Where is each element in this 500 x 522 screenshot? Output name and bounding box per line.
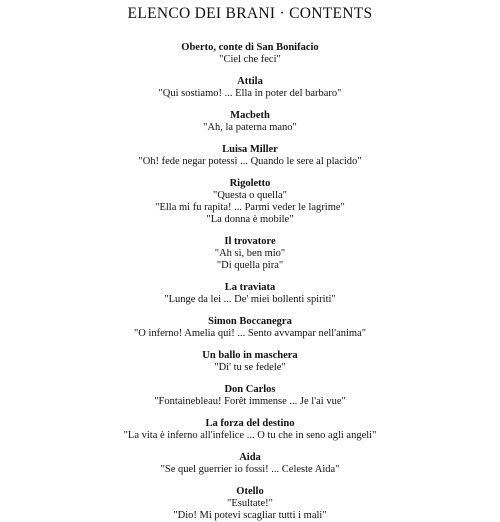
- opera-title: Macbeth: [230, 110, 270, 121]
- opera-title: Un ballo in maschera: [202, 350, 298, 361]
- opera-title: Simon Boccanegra: [208, 316, 292, 327]
- opera-title: Il trovatore: [224, 236, 276, 247]
- opera-title: Otello: [236, 486, 264, 497]
- aria-title: "Oh! fede negar potessi ... Quando le sere al placido": [138, 156, 362, 167]
- contents-entry: [0, 418, 500, 442]
- aria-title: "Lunge da lei ... De' miei bollenti spiriti": [164, 294, 336, 305]
- aria-title: "Di quella pira": [216, 260, 284, 271]
- aria-title: "O inferno! Amelia qui! ... Sento avvampar nell'anima": [133, 328, 367, 339]
- aria-title: "Dio! Mi potevi scagliar tutti i mali": [173, 510, 327, 521]
- contents-entry: [0, 486, 500, 522]
- contents-list: [0, 42, 500, 522]
- contents-entry: [0, 282, 500, 306]
- contents-entry: [0, 178, 500, 226]
- opera-title: Oberto, conte di San Bonifacio: [181, 42, 319, 53]
- contents-entry: [0, 350, 500, 374]
- opera-title: Luisa Miller: [222, 144, 278, 155]
- contents-entry: [0, 42, 500, 66]
- page-title: ELENCO DEI BRANI · CONTENTS: [127, 5, 373, 22]
- contents-entry: [0, 384, 500, 408]
- aria-title: "Fontainebleau! Forêt immense ... Je l'ai vue": [154, 396, 346, 407]
- opera-title: La forza del destino: [205, 418, 295, 429]
- aria-title: "Esultate!": [227, 498, 273, 509]
- opera-title: Don Carlos: [224, 384, 276, 395]
- aria-title: "Questa o quella": [213, 190, 287, 201]
- opera-title: Attila: [237, 76, 263, 87]
- contents-entry: [0, 236, 500, 272]
- contents-entry: [0, 110, 500, 134]
- opera-title: La traviata: [224, 282, 276, 293]
- aria-title: "La donna è mobile": [206, 214, 294, 225]
- aria-title: "Ella mi fu rapita! ... Parmi veder le lagrime": [155, 202, 345, 213]
- aria-title: "Se quel guerrier io fossi! ... Celeste Aida": [160, 464, 340, 475]
- aria-title: "Ah, la paterna mano": [203, 122, 297, 133]
- opera-title: Aida: [239, 452, 261, 463]
- contents-entry: [0, 452, 500, 476]
- contents-entry: [0, 316, 500, 340]
- contents-entry: [0, 144, 500, 168]
- aria-title: "Di' tu se fedele": [214, 362, 286, 373]
- opera-title: Rigoletto: [229, 178, 271, 189]
- aria-title: "Ciel che feci": [219, 54, 281, 65]
- aria-title: "Ah sì, ben mio": [214, 248, 286, 259]
- aria-title: "Qui sostiamo! ... Ella in poter del barbaro": [158, 88, 342, 99]
- contents-entry: [0, 76, 500, 100]
- aria-title: "La vita è inferno all'infelice ... O tu che in seno agli angeli": [123, 430, 377, 441]
